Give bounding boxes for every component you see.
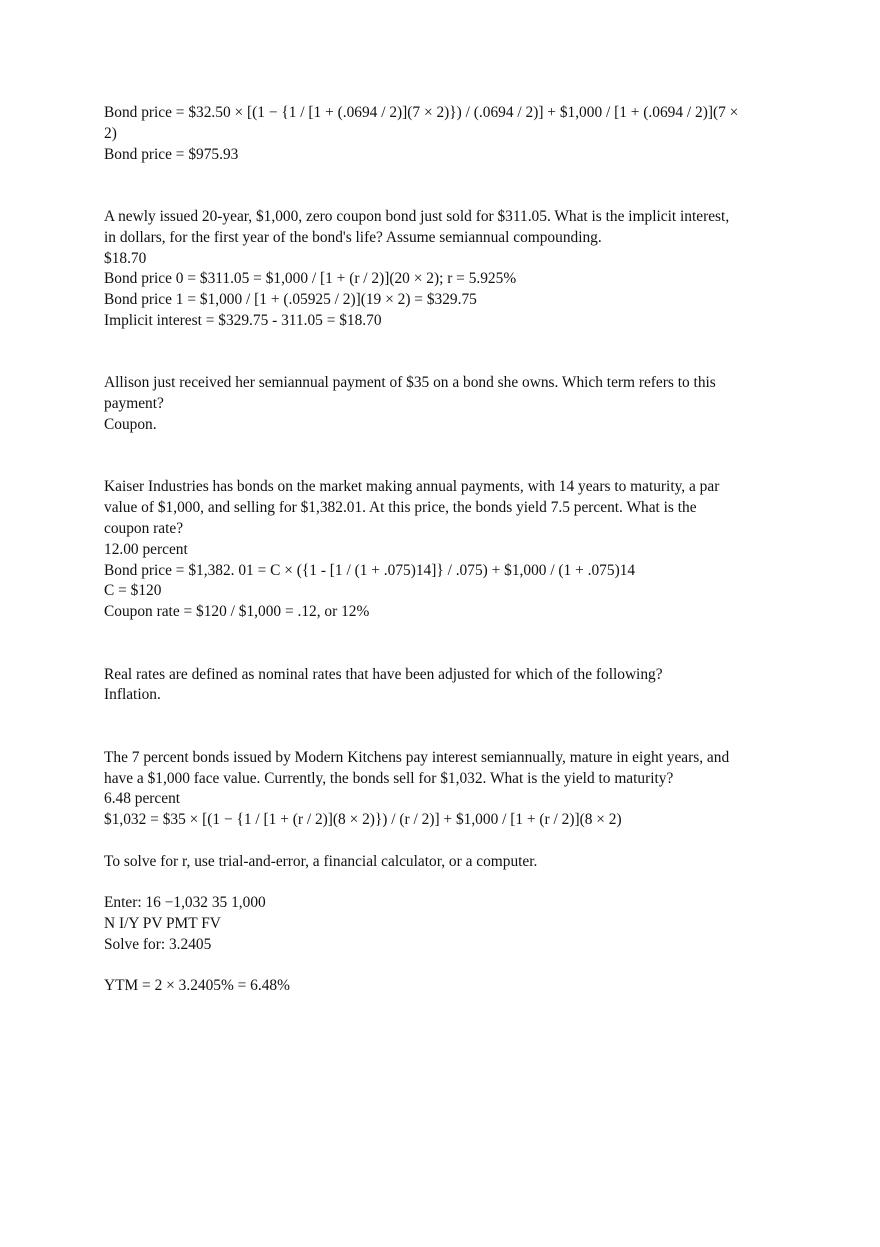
solver-instruction-block <box>104 852 744 873</box>
question-text: Kaiser Industries has bonds on the market making annual payments, with 14 years to maturity, a par value of $1,000, and selling for $1,382.01. At this price, the bonds yield 7.5 percent. What is the coupon rate? <box>104 478 724 537</box>
answer-line: Bond price = $975.93 <box>104 145 239 163</box>
question-text: Real rates are defined as nominal rates that have been adjusted for which of the following? <box>104 665 663 683</box>
ytm-result-line: YTM = 2 × 3.2405% = 6.48% <box>104 977 290 995</box>
explanation-line: Bond price 0 = $311.05 = $1,000 / [1 + (r / 2)](20 × 2); r = 5.925% <box>104 270 517 288</box>
ytm-result-block <box>104 976 744 997</box>
qa-block-bond-price <box>104 103 744 165</box>
answer-text: $18.70 <box>104 249 147 267</box>
explanation-line: Bond price 1 = $1,000 / [1 + (.05925 / 2)](19 × 2) = $329.75 <box>104 291 477 309</box>
explanation-line: $1,032 = $35 × [(1 − {1 / [1 + (r / 2)](8 × 2)}) / (r / 2)] + $1,000 / [1 + (r / 2)](8 × 2) <box>104 811 622 829</box>
qa-block-zero-coupon <box>104 207 744 332</box>
solver-instruction: To solve for r, use trial-and-error, a financial calculator, or a computer. <box>104 852 538 870</box>
explanation-line: Coupon rate = $120 / $1,000 = .12, or 12% <box>104 603 370 621</box>
answer-text: Inflation. <box>104 686 161 704</box>
answer-text: 6.48 percent <box>104 790 181 808</box>
qa-block-real-rates <box>104 665 744 707</box>
calculator-inputs-block <box>104 893 744 955</box>
question-text: The 7 percent bonds issued by Modern Kitchens pay interest semiannually, mature in eight years, and have a $1,000 face value. Currently, the bonds sell for $1,032. What is the yield to maturity? <box>104 748 734 787</box>
qa-block-yield-to-maturity <box>104 748 744 831</box>
explanation-line: C = $120 <box>104 582 162 600</box>
question-text: A newly issued 20-year, $1,000, zero coupon bond just sold for $311.05. What is the implicit interest, in dollars, for the first year of the bond's life? Assume semiannual compounding. <box>104 207 734 246</box>
qa-block-coupon-rate <box>104 477 744 623</box>
answer-text: Coupon. <box>104 415 157 433</box>
calculator-solve-line: Solve for: 3.2405 <box>104 935 212 953</box>
calculator-keys-line: N I/Y PV PMT FV <box>104 915 221 933</box>
formula-line: Bond price = $32.50 × [(1 − {1 / [1 + (.0694 / 2)](7 × 2)}) / (.0694 / 2)] + $1,000 / [1 + (.0694 / 2)](7 × 2) <box>104 104 743 142</box>
qa-block-coupon-term <box>104 373 744 435</box>
question-text: Allison just received her semiannual payment of $35 on a bond she owns. Which term refers to this payment? <box>104 374 720 413</box>
explanation-line: Bond price = $1,382. 01 = C × ({1 - [1 / (1 + .075)14]} / .075) + $1,000 / (1 + .075)14 <box>104 561 636 579</box>
explanation-line: Implicit interest = $329.75 - 311.05 = $18.70 <box>104 311 382 329</box>
document-body <box>104 103 744 997</box>
calculator-enter-line: Enter: 16 −1,032 35 1,000 <box>104 894 266 912</box>
answer-text: 12.00 percent <box>104 540 188 558</box>
